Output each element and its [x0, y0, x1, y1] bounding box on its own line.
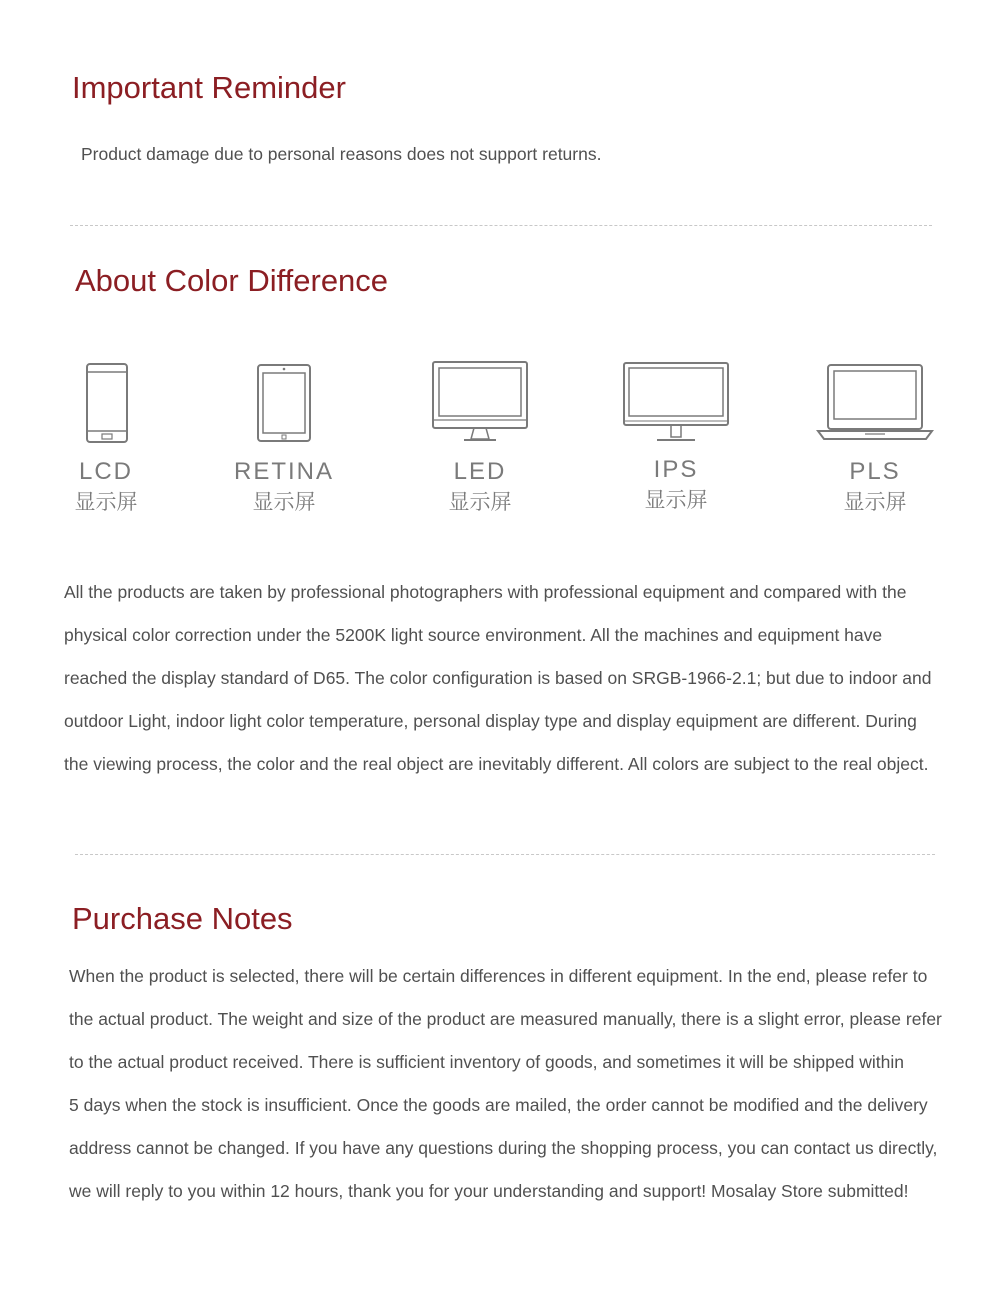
purchase-line-4: 5 days when the stock is insufficient. Once the goods are mailed, the order cannot be modified and the delivery	[69, 1095, 928, 1115]
device-subtitle: 显示屏	[843, 491, 907, 514]
device-name: LCD	[78, 458, 133, 485]
device-name: LED	[453, 458, 507, 485]
device-retina	[214, 360, 354, 518]
purchase-line-6: we will reply to you within 12 hours, thank you for your understanding and support! Mosalay Store submitted!	[69, 1181, 909, 1201]
device-subtitle: 显示屏	[74, 491, 138, 514]
color-line-4: outdoor Light, indoor light color temperature, personal display type and display equipment are different. During	[64, 711, 917, 731]
purchase-line-5: address cannot be changed. If you have any questions during the shopping process, you can contact us directly,	[69, 1138, 938, 1158]
phone-icon	[76, 360, 136, 444]
device-name: RETINA	[233, 458, 334, 485]
color-line-1: All the products are taken by professional photographers with professional equipment and compared with the	[64, 582, 907, 602]
device-subtitle: 显示屏	[448, 491, 512, 514]
device-ips	[606, 360, 746, 516]
device-pls	[805, 360, 945, 518]
color-line-5: the viewing process, the color and the real object are inevitably different. All colors are subject to the real object.	[64, 754, 929, 774]
laptop-icon	[815, 360, 935, 444]
color-line-2: physical color correction under the 5200K light source environment. All the machines and equipment have	[64, 625, 883, 645]
purchase-line-2: the actual product. The weight and size of the product are measured manually, there is a slight error, please refer	[69, 1009, 942, 1029]
device-name: PLS	[849, 458, 901, 485]
reminder-text: Product damage due to personal reasons does not support returns.	[81, 144, 602, 164]
divider-2	[75, 854, 935, 855]
device-name: IPS	[653, 456, 699, 483]
color-difference-title: About Color Difference	[75, 263, 389, 298]
device-lcd	[36, 360, 176, 518]
important-reminder-title: Important Reminder	[72, 70, 346, 105]
tablet-icon	[249, 360, 319, 444]
purchase-notes-title: Purchase Notes	[72, 901, 293, 936]
color-line-3: reached the display standard of D65. The color configuration is based on SRGB-1966-2.1; but due to indoor and	[64, 668, 932, 688]
purchase-line-3: to the actual product received. There is sufficient inventory of goods, and sometimes it will be shipped within	[69, 1052, 904, 1072]
imac-icon	[430, 360, 530, 444]
monitor-icon	[621, 360, 731, 444]
device-led	[410, 360, 550, 518]
divider-1	[70, 225, 932, 226]
purchase-line-1: When the product is selected, there will be certain differences in different equipment. In the end, please refer to	[69, 966, 928, 986]
device-subtitle: 显示屏	[644, 489, 708, 512]
device-subtitle: 显示屏	[252, 491, 316, 514]
